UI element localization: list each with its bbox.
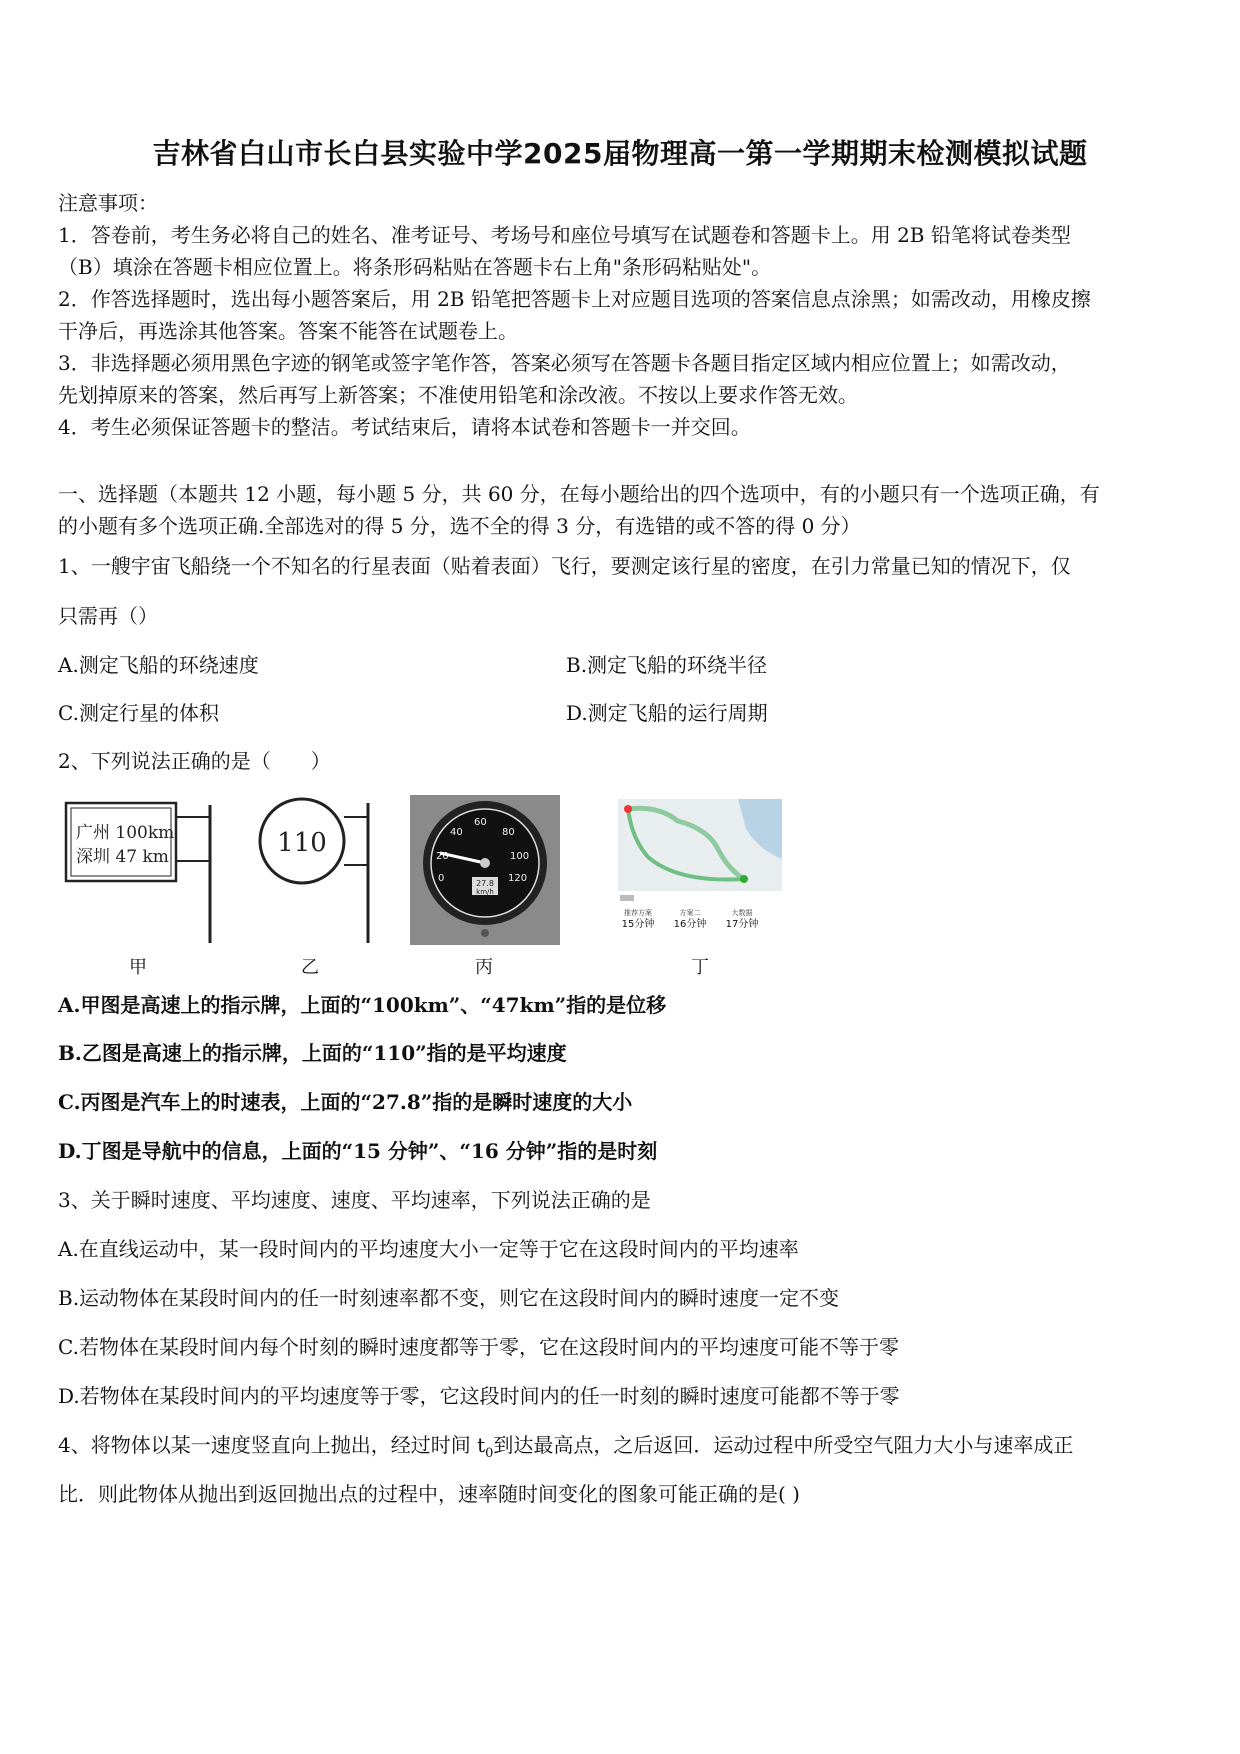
q4-t0-subscript: 0 <box>485 1446 494 1461</box>
plan-1-time: 15分钟 <box>621 919 655 930</box>
tick-60: 60 <box>474 817 487 828</box>
notice-heading: 注意事项： <box>58 191 158 215</box>
tick-80: 80 <box>502 827 515 838</box>
q3-stem: 3、关于瞬时速度、平均速度、速度、平均速率，下列说法正确的是 <box>58 1188 651 1212</box>
speed-limit-figure <box>254 795 384 945</box>
q3-option-a: A.在直线运动中，某一段时间内的平均速度大小一定等于它在这段时间内的平均速率 <box>58 1237 799 1261</box>
notice-line-5: 3．非选择题必须用黑色字迹的钢笔或签字笔作答，答案必须写在答题卡各题目指定区域内相应位置上；如需改动， <box>58 351 1071 375</box>
q1-option-a: A.测定飞船的环绕速度 <box>58 653 259 677</box>
q1-option-c: C.测定行星的体积 <box>58 701 219 725</box>
section-instructions-2: 的小题有多个选项正确.全部选对的得 5 分，选不全的得 3 分，有选错的或不答的得 0 分） <box>58 514 861 538</box>
notice-line-6: 先划掉原来的答案，然后再写上新答案；不准使用铅笔和涂改液。不按以上要求作答无效。 <box>58 383 858 407</box>
speed-limit-value: 110 <box>277 828 327 858</box>
tick-0: 0 <box>438 873 445 884</box>
tick-100: 100 <box>510 851 530 862</box>
q4-stem-2: 比．则此物体从抛出到返回抛出点的过程中，速率随时间变化的图象可能正确的是( ) <box>58 1482 800 1506</box>
q2-figures <box>58 795 818 980</box>
q4-stem-1 <box>58 1432 1188 1467</box>
section-instructions-1: 一、选择题（本题共 12 小题，每小题 5 分，共 60 分，在每小题给出的四个选项中，有的小题只有一个选项正确，有 <box>58 482 1100 506</box>
exam-title: 吉林省白山市长白县实验中学2025届物理高一第一学期期末检测模拟试题 <box>152 137 1088 170</box>
odometer-reading: 27.8 <box>476 879 494 888</box>
notice-line-4: 干净后，再选涂其他答案。答案不能答在试题卷上。 <box>58 319 518 343</box>
q2-option-d: D.丁图是导航中的信息，上面的“15 分钟”、“16 分钟”指的是时刻 <box>58 1139 658 1163</box>
plan-2-name: 方案二 <box>679 909 701 917</box>
tick-40: 40 <box>450 827 463 838</box>
tick-20: 20 <box>436 851 449 862</box>
caption-ding: 丁 <box>691 957 709 978</box>
plan-3-name: 大数据 <box>731 909 753 917</box>
q2-stem: 2、下列说法正确的是（ ） <box>58 749 331 773</box>
speed-unit: km/h <box>476 888 494 896</box>
q2-option-c: C.丙图是汽车上的时速表，上面的“27.8”指的是瞬时速度的大小 <box>58 1090 633 1114</box>
navigation-map-figure <box>618 799 782 939</box>
q4-stem-1-part-a: 4、将物体以某一速度竖直向上抛出，经过时间 t <box>58 1433 486 1457</box>
q2-option-a: A.甲图是高速上的指示牌，上面的“100km”、“47km”指的是位移 <box>58 993 667 1017</box>
caption-jia: 甲 <box>129 957 147 978</box>
caption-yi: 乙 <box>301 957 319 978</box>
plan-2-time: 16分钟 <box>673 919 707 930</box>
notice-line-1: 1．答卷前，考生务必将自己的姓名、准考证号、考场号和座位号填写在试题卷和答题卡上。用 2B 铅笔将试卷类型 <box>58 223 1071 247</box>
q3-option-d: D.若物体在某段时间内的平均速度等于零，它这段时间内的任一时刻的瞬时速度可能都不等于零 <box>58 1384 900 1408</box>
q1-stem-2: 只需再（） <box>58 604 158 628</box>
q1-option-b: B.测定飞船的环绕半径 <box>566 653 768 677</box>
speedometer-figure <box>410 795 562 947</box>
notice-line-7: 4．考生必须保证答题卡的整洁。考试结束后，请将本试卷和答题卡一并交回。 <box>58 415 751 439</box>
notice-line-3: 2．作答选择题时，选出每小题答案后，用 2B 铅笔把答题卡上对应题目选项的答案信息点涂黑；如需改动，用橡皮擦 <box>58 287 1091 311</box>
sign-line-shenzhen: 深圳 47 km <box>76 847 169 867</box>
tick-120: 120 <box>508 873 528 884</box>
sign-line-guangzhou: 广州 100km <box>76 823 175 843</box>
q3-option-c: C.若物体在某段时间内每个时刻的瞬时速度都等于零，它在这段时间内的平均速度可能不等于零 <box>58 1335 899 1359</box>
q4-stem-1-part-b: 到达最高点，之后返回．运动过程中所受空气阻力大小与速率成正 <box>493 1433 1074 1457</box>
notice-line-2: （B）填涂在答题卡相应位置上。将条形码粘贴在答题卡右上角"条形码粘贴处"。 <box>58 255 772 279</box>
q3-option-b: B.运动物体在某段时间内的任一时刻速率都不变，则它在这段时间内的瞬时速度一定不变 <box>58 1286 840 1310</box>
q1-stem-1: 1、一艘宇宙飞船绕一个不知名的行星表面（贴着表面）飞行，要测定该行星的密度，在引力常量已知的情况下，仅 <box>58 554 1071 578</box>
q2-option-b: B.乙图是高速上的指示牌，上面的“110”指的是平均速度 <box>58 1041 567 1065</box>
plan-3-time: 17分钟 <box>725 919 759 930</box>
q1-option-d: D.测定飞船的运行周期 <box>566 701 768 725</box>
caption-bing: 丙 <box>475 957 493 978</box>
plan-1-name: 推荐方案 <box>624 909 652 917</box>
sign-distance-figure <box>64 795 224 945</box>
